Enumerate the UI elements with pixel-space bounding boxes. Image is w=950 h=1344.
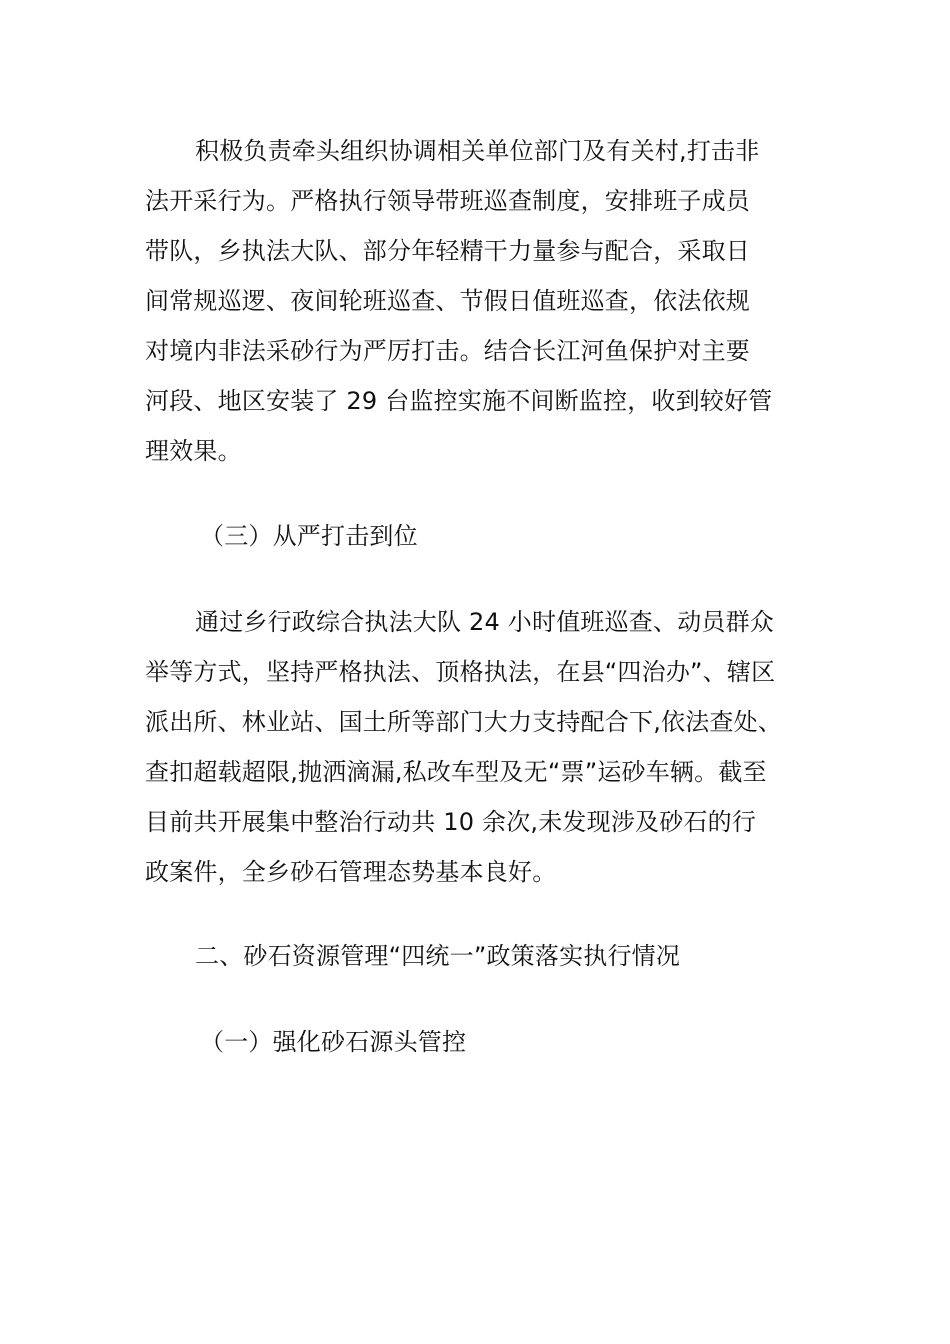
paragraph-line: 通过乡行政综合执法大队 24 小时值班巡查、动员群众 bbox=[195, 608, 774, 636]
paragraph-line: 目前共开展集中整治行动共 10 余次,未发现涉及砂石的行 bbox=[145, 808, 757, 836]
paragraph-line: 法开采行为。严格执行领导带班巡查制度，安排班子成员 bbox=[145, 187, 750, 215]
paragraph-line: 河段、地区安装了 29 台监控实施不间断监控，收到较好管 bbox=[145, 387, 773, 415]
paragraph-line: 间常规巡逻、夜间轮班巡查、节假日值班巡查，依法依规 bbox=[145, 287, 750, 315]
paragraph-line: 理效果。 bbox=[145, 437, 242, 465]
paragraph-line: 积极负责牵头组织协调相关单位部门及有关村,打击非 bbox=[195, 137, 760, 165]
section-title: 二、砂石资源管理“四统一”政策落实执行情况 bbox=[195, 942, 681, 970]
paragraph-line: 对境内非法采砂行为严厉打击。结合长江河鱼保护对主要 bbox=[145, 337, 750, 365]
paragraph-line: 带队，乡执法大队、部分年轻精干力量参与配合，采取日 bbox=[145, 237, 750, 265]
paragraph-line: 举等方式，坚持严格执法、顶格执法，在县“四治办”、辖区 bbox=[145, 658, 776, 686]
section-heading: （一）强化砂石源头管控 bbox=[200, 1028, 467, 1056]
section-heading: （三）从严打击到位 bbox=[200, 522, 418, 550]
paragraph-line: 政案件，全乡砂石管理态势基本良好。 bbox=[145, 858, 557, 886]
paragraph-line: 派出所、林业站、国土所等部门大力支持配合下,依法查处、 bbox=[145, 708, 783, 736]
paragraph-line: 查扣超载超限,抛洒滴漏,私改车型及无“票”运砂车辆。截至 bbox=[145, 758, 767, 786]
